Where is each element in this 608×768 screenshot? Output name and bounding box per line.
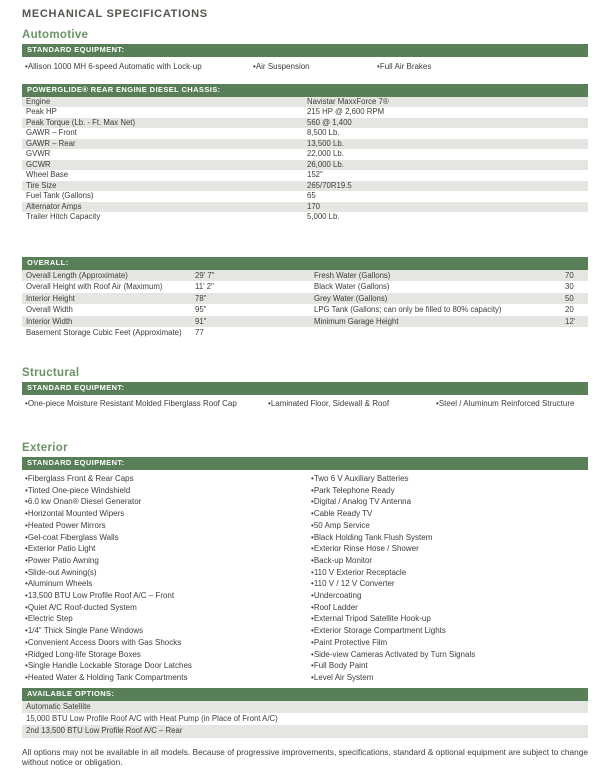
equipment-list-item: • One-piece Moisture Resistant Molded Fiberglass Roof Cap: [25, 399, 268, 408]
standard-equipment-bar-exterior: STANDARD EQUIPMENT:: [22, 457, 588, 470]
spec-value: 30: [565, 282, 574, 291]
spec-value: 65: [307, 191, 316, 200]
spec-table-row: [22, 107, 588, 118]
equipment-list-item: • Quiet A/C Roof-ducted System: [22, 602, 308, 614]
equipment-list-item: • Roof Ladder: [308, 602, 588, 614]
spec-label: GCWR: [26, 159, 51, 169]
spec-label: Black Water (Gallons): [314, 282, 390, 291]
spec-value: Navistar MaxxForce 7®: [307, 96, 389, 106]
spec-value: 265/70R19.5: [307, 180, 352, 190]
equipment-list-item: • Digital / Analog TV Antenna: [308, 496, 588, 508]
spec-value: 95": [195, 305, 207, 314]
spec-label: [314, 327, 565, 339]
equipment-list-item: • Back-up Monitor: [308, 555, 588, 567]
spec-table-row: [22, 170, 588, 181]
equipment-list-item: • 110 V / 12 V Converter: [308, 578, 588, 590]
equipment-list-item: • Tinted One-piece Windshield: [22, 485, 308, 497]
equipment-list-item: • Heated Power Mirrors: [22, 520, 308, 532]
spec-label: GAWR – Front: [26, 128, 77, 137]
spec-label: Wheel Base: [26, 170, 69, 179]
equipment-list-item: • Power Patio Awning: [22, 555, 308, 567]
equipment-list-item: • Gel-coat Fiberglass Walls: [22, 532, 308, 544]
equipment-list-item: • Level Air System: [308, 672, 588, 684]
spec-value: 13,500 Lb.: [307, 138, 344, 148]
available-options-bar: AVAILABLE OPTIONS:: [22, 688, 588, 701]
spec-label: Grey Water (Gallons): [314, 293, 388, 303]
spec-label: Peak Torque (Lb. - Ft. Max Net): [26, 117, 136, 127]
overall-table-row: [22, 293, 588, 305]
equipment-list-item: • Aluminum Wheels: [22, 578, 308, 590]
equipment-list-item: • Side-view Cameras Activated by Turn Signals: [308, 649, 588, 661]
spec-value: 560 @ 1,400: [307, 117, 352, 127]
structural-standard-equipment-row: [22, 395, 588, 413]
overall-table-row: [22, 281, 588, 293]
spec-table-row: [22, 139, 588, 150]
option-row: 15,000 BTU Low Profile Roof A/C with Heat Pump (in Place of Front A/C): [26, 713, 278, 723]
equipment-list-item: • Laminated Floor, Sidewall & Roof: [268, 399, 436, 408]
spec-table-row: [22, 181, 588, 192]
equipment-list-item: • Allison 1000 MH 6-speed Automatic with Lock-up: [25, 62, 253, 71]
spec-table-row: [22, 160, 588, 171]
spec-value: 11' 2": [195, 282, 214, 291]
overall-table-row: [22, 304, 588, 316]
spec-label: Basement Storage Cubic Feet (Approximate): [26, 328, 182, 337]
spec-table-row: [22, 212, 588, 223]
spec-value: 5,000 Lb.: [307, 212, 340, 221]
equipment-list-item: • Heated Water & Holding Tank Compartments: [22, 672, 308, 684]
exterior-equipment-column-left: [22, 473, 308, 684]
spec-label: Overall Length (Approximate): [26, 270, 128, 280]
spec-label: Peak HP: [26, 107, 57, 116]
spec-table-row: [22, 191, 588, 202]
spec-value: 50: [565, 293, 574, 303]
equipment-list-item: • Park Telephone Ready: [308, 485, 588, 497]
spec-table-row: [22, 97, 588, 108]
exterior-equipment-column-right: [308, 473, 588, 684]
spec-table-row: [22, 118, 588, 129]
spec-value: 70: [565, 270, 574, 280]
spec-label: Interior Width: [26, 316, 73, 326]
spec-label: Alternator Amps: [26, 201, 82, 211]
spec-table-row: [22, 128, 588, 139]
equipment-list-item: • Fiberglass Front & Rear Caps: [22, 473, 308, 485]
spec-value: 26,000 Lb.: [307, 159, 344, 169]
section-heading-exterior: Exterior: [22, 442, 68, 454]
spec-label: LPG Tank (Gallons; can only be filled to 80% capacity): [314, 305, 502, 314]
spec-value: 152": [307, 170, 323, 179]
option-row: 2nd 13,500 BTU Low Profile Roof A/C – Rear: [22, 725, 588, 737]
standard-equipment-bar-structural: STANDARD EQUIPMENT:: [22, 382, 588, 395]
equipment-list-item: • Exterior Storage Compartment Lights: [308, 625, 588, 637]
spec-value: 215 HP @ 2,600 RPM: [307, 107, 385, 116]
spec-label: Overall Height with Roof Air (Maximum): [26, 282, 163, 291]
equipment-list-item: • Undercoating: [308, 590, 588, 602]
equipment-list-item: • 50 Amp Service: [308, 520, 588, 532]
section-heading-automotive: Automotive: [22, 29, 89, 41]
equipment-list-item: • Paint Protective Film: [308, 637, 588, 649]
spec-label: Overall Width: [26, 305, 73, 314]
equipment-list-item: • Exterior Rinse Hose / Shower: [308, 543, 588, 555]
chassis-bar: POWERGLIDE® REAR ENGINE DIESEL CHASSIS:: [22, 84, 588, 97]
spec-value: 91": [195, 316, 207, 326]
equipment-list-item: • Horizontal Mounted Wipers: [22, 508, 308, 520]
spec-label: Engine: [26, 96, 51, 106]
equipment-list-item: • 6.0 kw Onan® Diesel Generator: [22, 496, 308, 508]
equipment-list-item: • Full Body Paint: [308, 660, 588, 672]
exterior-standard-equipment-columns: [22, 470, 588, 684]
equipment-list-item: • Ridged Long-life Storage Boxes: [22, 649, 308, 661]
available-options-table: [22, 701, 588, 738]
equipment-list-item: • Steel / Aluminum Reinforced Structure: [436, 399, 588, 408]
equipment-list-item: • Cable Ready TV: [308, 508, 588, 520]
equipment-list-item: • External Tripod Satellite Hook-up: [308, 613, 588, 625]
spec-value: 8,500 Lb.: [307, 128, 340, 137]
spec-label: Tire Size: [26, 180, 57, 190]
overall-table-row: [22, 327, 588, 339]
equipment-list-item: • Black Holding Tank Flush System: [308, 532, 588, 544]
spec-value: [565, 327, 588, 339]
equipment-list-item: • 1/4" Thick Single Pane Windows: [22, 625, 308, 637]
page-title: MECHANICAL SPECIFICATIONS: [22, 8, 208, 20]
equipment-list-item: • Full Air Brakes: [377, 62, 588, 71]
spec-label: Fresh Water (Gallons): [314, 270, 391, 280]
spec-value: 12': [565, 316, 576, 326]
disclaimer-text: All options may not be available in all models. Because of progressive improvements, specifications, standard & optional equipment are subject to change without notice or obligation.: [22, 746, 588, 768]
equipment-list-item: • Air Suspension: [253, 62, 377, 71]
automotive-standard-equipment-row: [22, 57, 588, 75]
spec-label: Minimum Garage Height: [314, 316, 399, 326]
chassis-spec-table: [22, 97, 588, 223]
spec-label: Fuel Tank (Gallons): [26, 191, 94, 200]
standard-equipment-bar-automotive: STANDARD EQUIPMENT:: [22, 44, 588, 57]
spec-value: 20: [565, 305, 574, 314]
equipment-list-item: • 110 V Exterior Receptacle: [308, 567, 588, 579]
equipment-list-item: • Slide-out Awning(s): [22, 567, 308, 579]
overall-table-row: [22, 316, 588, 328]
spec-label: GAWR – Rear: [26, 138, 76, 148]
spec-label: Interior Height: [26, 293, 75, 303]
equipment-list-item: • Exterior Patio Light: [22, 543, 308, 555]
spec-value: 77: [195, 328, 204, 337]
spec-value: 22,000 Lb.: [307, 149, 344, 158]
section-heading-structural: Structural: [22, 366, 80, 379]
equipment-list-item: • Single Handle Lockable Storage Door Latches: [22, 660, 308, 672]
equipment-list-item: • 13,500 BTU Low Profile Roof A/C – Front: [22, 590, 308, 602]
equipment-list-item: • Two 6 V Auxiliary Batteries: [308, 473, 588, 485]
spec-value: 29' 7": [195, 270, 215, 280]
spec-table-row: [22, 149, 588, 160]
overall-bar: OVERALL:: [22, 257, 588, 270]
spec-value: 170: [307, 201, 321, 211]
spec-label: Trailer Hitch Capacity: [26, 212, 101, 221]
equipment-list-item: • Electric Step: [22, 613, 308, 625]
overall-spec-table: [22, 270, 588, 339]
option-row: Automatic Satellite: [22, 701, 588, 713]
spec-value: 78": [195, 293, 207, 303]
spec-table-row: [22, 202, 588, 213]
equipment-list-item: • Convenient Access Doors with Gas Shocks: [22, 637, 308, 649]
spec-label: GVWR: [26, 149, 51, 158]
overall-table-row: [22, 270, 588, 282]
